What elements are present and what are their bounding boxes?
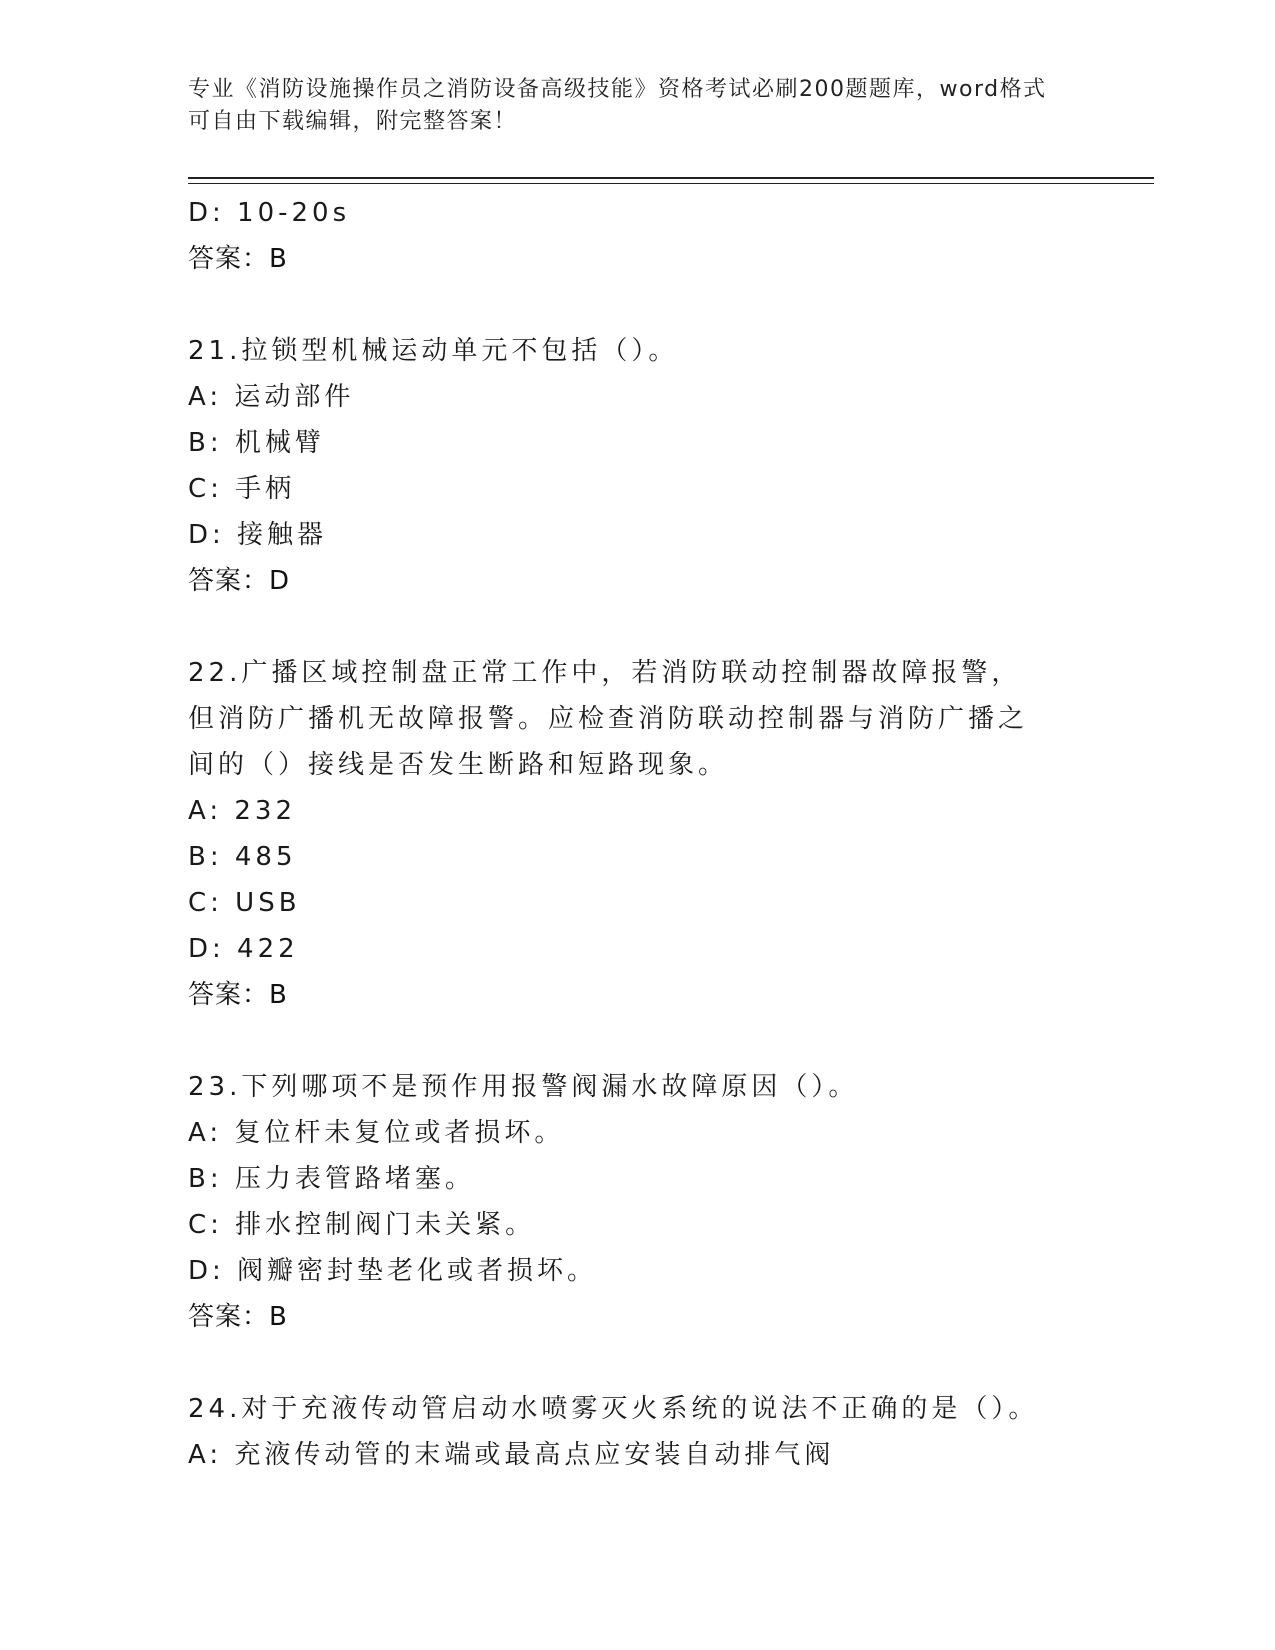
document-intro: 专业《消防设施操作员之消防设备高级技能》资格考试必刷200题题库，word格式可自由下载编辑，附完整答案！ (188, 77, 1047, 134)
question-24 (188, 1386, 1088, 1478)
header-divider-thin (188, 183, 1154, 184)
option-b: B: 485 (188, 842, 297, 872)
question-23 (188, 1064, 1088, 1340)
spacer (188, 282, 1088, 328)
spacer (188, 1018, 1088, 1064)
option-a: A: 232 (188, 796, 296, 826)
option-a: A: 运动部件 (188, 382, 355, 412)
option-d: D: 接触器 (188, 520, 328, 550)
answer-line: 答案：B (188, 244, 288, 274)
question-stem: 24.对于充液传动管启动水喷雾灭火系统的说法不正确的是（）。 (188, 1394, 1039, 1424)
answer-line: 答案：D (188, 566, 291, 596)
answer-line: 答案：B (188, 980, 288, 1010)
option-a: A: 复位杆未复位或者损坏。 (188, 1118, 565, 1148)
option-d: D: 422 (188, 934, 299, 964)
option-d: D: 10-20s (188, 198, 351, 228)
question-stem: 22.广播区域控制盘正常工作中，若消防联动控制器故障报警，但消防广播机无故障报警。应检查消防联动控制器与消防广播之间的（）接线是否发生断路和短路现象。 (188, 658, 1029, 780)
option-c: C: USB (188, 888, 301, 918)
option-b: B: 压力表管路堵塞。 (188, 1164, 475, 1194)
answer-line: 答案：B (188, 1302, 288, 1332)
option-a: A: 充液传动管的末端或最高点应安装自动排气阀 (188, 1440, 835, 1470)
question-stem: 21.拉锁型机械运动单元不包括（）。 (188, 336, 679, 366)
option-c: C: 手柄 (188, 474, 296, 504)
spacer (188, 604, 1088, 650)
option-c: C: 排水控制阀门未关紧。 (188, 1210, 536, 1240)
spacer (188, 1340, 1088, 1386)
question-stem: 23.下列哪项不是预作用报警阀漏水故障原因（）。 (188, 1072, 859, 1102)
header-divider-thick (188, 177, 1154, 179)
option-b: B: 机械臂 (188, 428, 325, 458)
question-22 (188, 650, 1088, 1018)
question-list (188, 190, 1088, 1478)
option-d: D: 阀瓣密封垫老化或者损坏。 (188, 1256, 598, 1286)
question-21 (188, 328, 1088, 604)
